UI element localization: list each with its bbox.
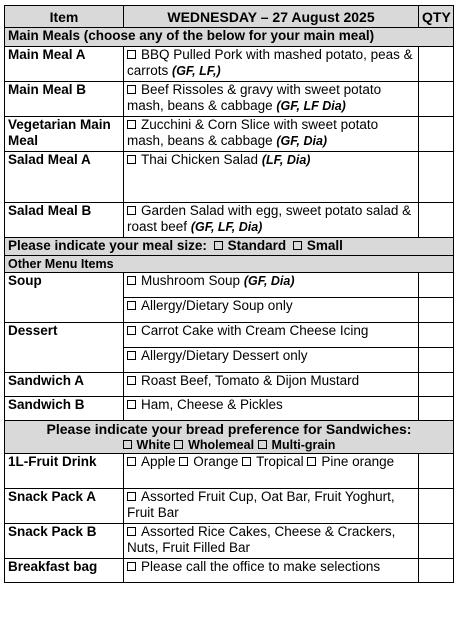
table-row (5, 323, 454, 348)
snack-pack-b-option[interactable] (124, 524, 419, 559)
standard-label: Standard (227, 238, 287, 253)
salad-meal-b-desc: Garden Salad with egg, sweet potato salad & roast beef (127, 203, 412, 234)
qty-cell[interactable] (419, 454, 454, 489)
apple-checkbox[interactable] (127, 457, 136, 466)
salad-meal-a-desc: Thai Chicken Salad (141, 152, 259, 167)
checkbox[interactable] (127, 206, 136, 215)
sandwich-a-label: Sandwich A (5, 373, 124, 397)
qty-cell[interactable] (419, 82, 454, 117)
sandwich-a-desc: Roast Beef, Tomato & Dijon Mustard (141, 373, 360, 388)
checkbox[interactable] (127, 301, 136, 310)
table-row (5, 373, 454, 397)
date-header: WEDNESDAY – 27 August 2025 (124, 6, 419, 28)
header-row (5, 6, 454, 28)
standard-checkbox[interactable] (214, 241, 223, 250)
dietary-note: (LF, Dia) (261, 153, 311, 167)
qty-cell[interactable] (419, 117, 454, 152)
pine-orange-checkbox[interactable] (307, 457, 316, 466)
main-meal-a-label: Main Meal A (5, 47, 124, 82)
main-meal-b-label: Main Meal B (5, 82, 124, 117)
checkbox[interactable] (127, 562, 136, 571)
salad-meal-b-label: Salad Meal B (5, 203, 124, 238)
small-checkbox[interactable] (293, 241, 302, 250)
other-items-title: Other Menu Items (5, 256, 454, 273)
table-row (5, 559, 454, 583)
table-row (5, 152, 454, 203)
salad-meal-a-label: Salad Meal A (5, 152, 124, 203)
qty-cell[interactable] (419, 323, 454, 348)
checkbox[interactable] (127, 400, 136, 409)
checkbox[interactable] (127, 351, 136, 360)
breakfast-bag-option[interactable] (124, 559, 419, 583)
checkbox[interactable] (127, 492, 136, 501)
sandwich-a-option[interactable] (124, 373, 419, 397)
apple-label: Apple (141, 454, 176, 469)
table-row (5, 82, 454, 117)
sandwich-b-desc: Ham, Cheese & Pickles (141, 397, 283, 412)
table-row (5, 47, 454, 82)
fruit-drink-label: 1L-Fruit Drink (5, 454, 124, 489)
table-row (5, 489, 454, 524)
item-header: Item (5, 6, 124, 28)
dietary-note: (GF, LF,) (172, 64, 221, 78)
sandwich-b-option[interactable] (124, 397, 419, 421)
allergy-dessert-desc: Allergy/Dietary Dessert only (141, 348, 308, 363)
qty-header: QTY (419, 6, 454, 28)
orange-label: Orange (193, 454, 239, 469)
bread-prompt: Please indicate your bread preference for Sandwiches: (46, 421, 412, 437)
table-row (5, 273, 454, 298)
allergy-soup-desc: Allergy/Dietary Soup only (141, 298, 293, 313)
allergy-dessert-option[interactable] (124, 348, 419, 373)
dietary-note: (GF, LF, Dia) (190, 220, 263, 234)
vegetarian-meal-option[interactable] (124, 117, 419, 152)
table-row (5, 454, 454, 489)
qty-cell[interactable] (419, 524, 454, 559)
qty-cell[interactable] (419, 273, 454, 298)
other-items-section (5, 256, 454, 273)
multigrain-checkbox[interactable] (258, 440, 267, 449)
meal-size-row (5, 238, 454, 256)
qty-cell[interactable] (419, 489, 454, 524)
salad-meal-b-option[interactable] (124, 203, 419, 238)
pine-orange-label: Pine orange (321, 454, 395, 469)
table-row (5, 203, 454, 238)
qty-cell[interactable] (419, 348, 454, 373)
dietary-note: (GF, Dia) (276, 134, 328, 148)
qty-cell[interactable] (419, 47, 454, 82)
white-label: White (136, 438, 171, 452)
qty-cell[interactable] (419, 397, 454, 421)
checkbox[interactable] (127, 376, 136, 385)
vegetarian-meal-desc: Zucchini & Corn Slice with sweet potato mash, beans & cabbage (127, 117, 379, 148)
vegetarian-meal-label: Vegetarian Main Meal (5, 117, 124, 152)
multigrain-label: Multi-grain (271, 438, 336, 452)
white-checkbox[interactable] (123, 440, 132, 449)
dessert-option[interactable] (124, 323, 419, 348)
main-meals-title: Main Meals (choose any of the below for your main meal) (5, 28, 454, 47)
bread-preference-row (5, 421, 454, 454)
snack-pack-b-desc: Assorted Rice Cakes, Cheese & Crackers, Nuts, Fruit Filled Bar (127, 524, 396, 555)
qty-cell[interactable] (419, 298, 454, 323)
wholemeal-checkbox[interactable] (174, 440, 183, 449)
snack-pack-b-label: Snack Pack B (5, 524, 124, 559)
soup-option[interactable] (124, 273, 419, 298)
soup-label: Soup (5, 273, 124, 323)
main-meals-section (5, 28, 454, 47)
dietary-note: (GF, Dia) (243, 274, 295, 288)
table-row (5, 397, 454, 421)
main-meal-a-option[interactable] (124, 47, 419, 82)
sandwich-b-label: Sandwich B (5, 397, 124, 421)
dessert-label: Dessert (5, 323, 124, 373)
checkbox[interactable] (127, 85, 136, 94)
tropical-label: Tropical (256, 454, 304, 469)
checkbox[interactable] (127, 326, 136, 335)
checkbox[interactable] (127, 50, 136, 59)
orange-checkbox[interactable] (179, 457, 188, 466)
checkbox[interactable] (127, 155, 136, 164)
main-meal-a-desc: BBQ Pulled Pork with mashed potato, peas & carrots (127, 47, 413, 78)
main-meal-b-desc: Beef Rissoles & gravy with sweet potato mash, beans & cabbage (127, 82, 382, 113)
table-row (5, 117, 454, 152)
dietary-note: (GF, LF Dia) (276, 99, 346, 113)
main-meal-b-option[interactable] (124, 82, 419, 117)
menu-order-form (4, 5, 454, 583)
qty-cell[interactable] (419, 203, 454, 238)
checkbox[interactable] (127, 276, 136, 285)
fruit-drink-options (124, 454, 419, 489)
soup-desc: Mushroom Soup (141, 273, 241, 288)
tropical-checkbox[interactable] (242, 457, 251, 466)
snack-pack-a-label: Snack Pack A (5, 489, 124, 524)
qty-cell[interactable] (419, 373, 454, 397)
checkbox[interactable] (127, 120, 136, 129)
allergy-soup-option[interactable] (124, 298, 419, 323)
breakfast-bag-desc: Please call the office to make selections (141, 559, 381, 574)
table-row (5, 524, 454, 559)
qty-cell[interactable] (419, 559, 454, 583)
checkbox[interactable] (127, 527, 136, 536)
meal-size-prompt: Please indicate your meal size: (8, 238, 207, 253)
snack-pack-a-desc: Assorted Fruit Cup, Oat Bar, Fruit Yoghurt, Fruit Bar (127, 489, 395, 520)
salad-meal-a-option[interactable] (124, 152, 419, 203)
small-label: Small (306, 238, 343, 253)
snack-pack-a-option[interactable] (124, 489, 419, 524)
breakfast-bag-label: Breakfast bag (5, 559, 124, 583)
qty-cell[interactable] (419, 152, 454, 203)
dessert-desc: Carrot Cake with Cream Cheese Icing (141, 323, 369, 338)
wholemeal-label: Wholemeal (188, 438, 255, 452)
